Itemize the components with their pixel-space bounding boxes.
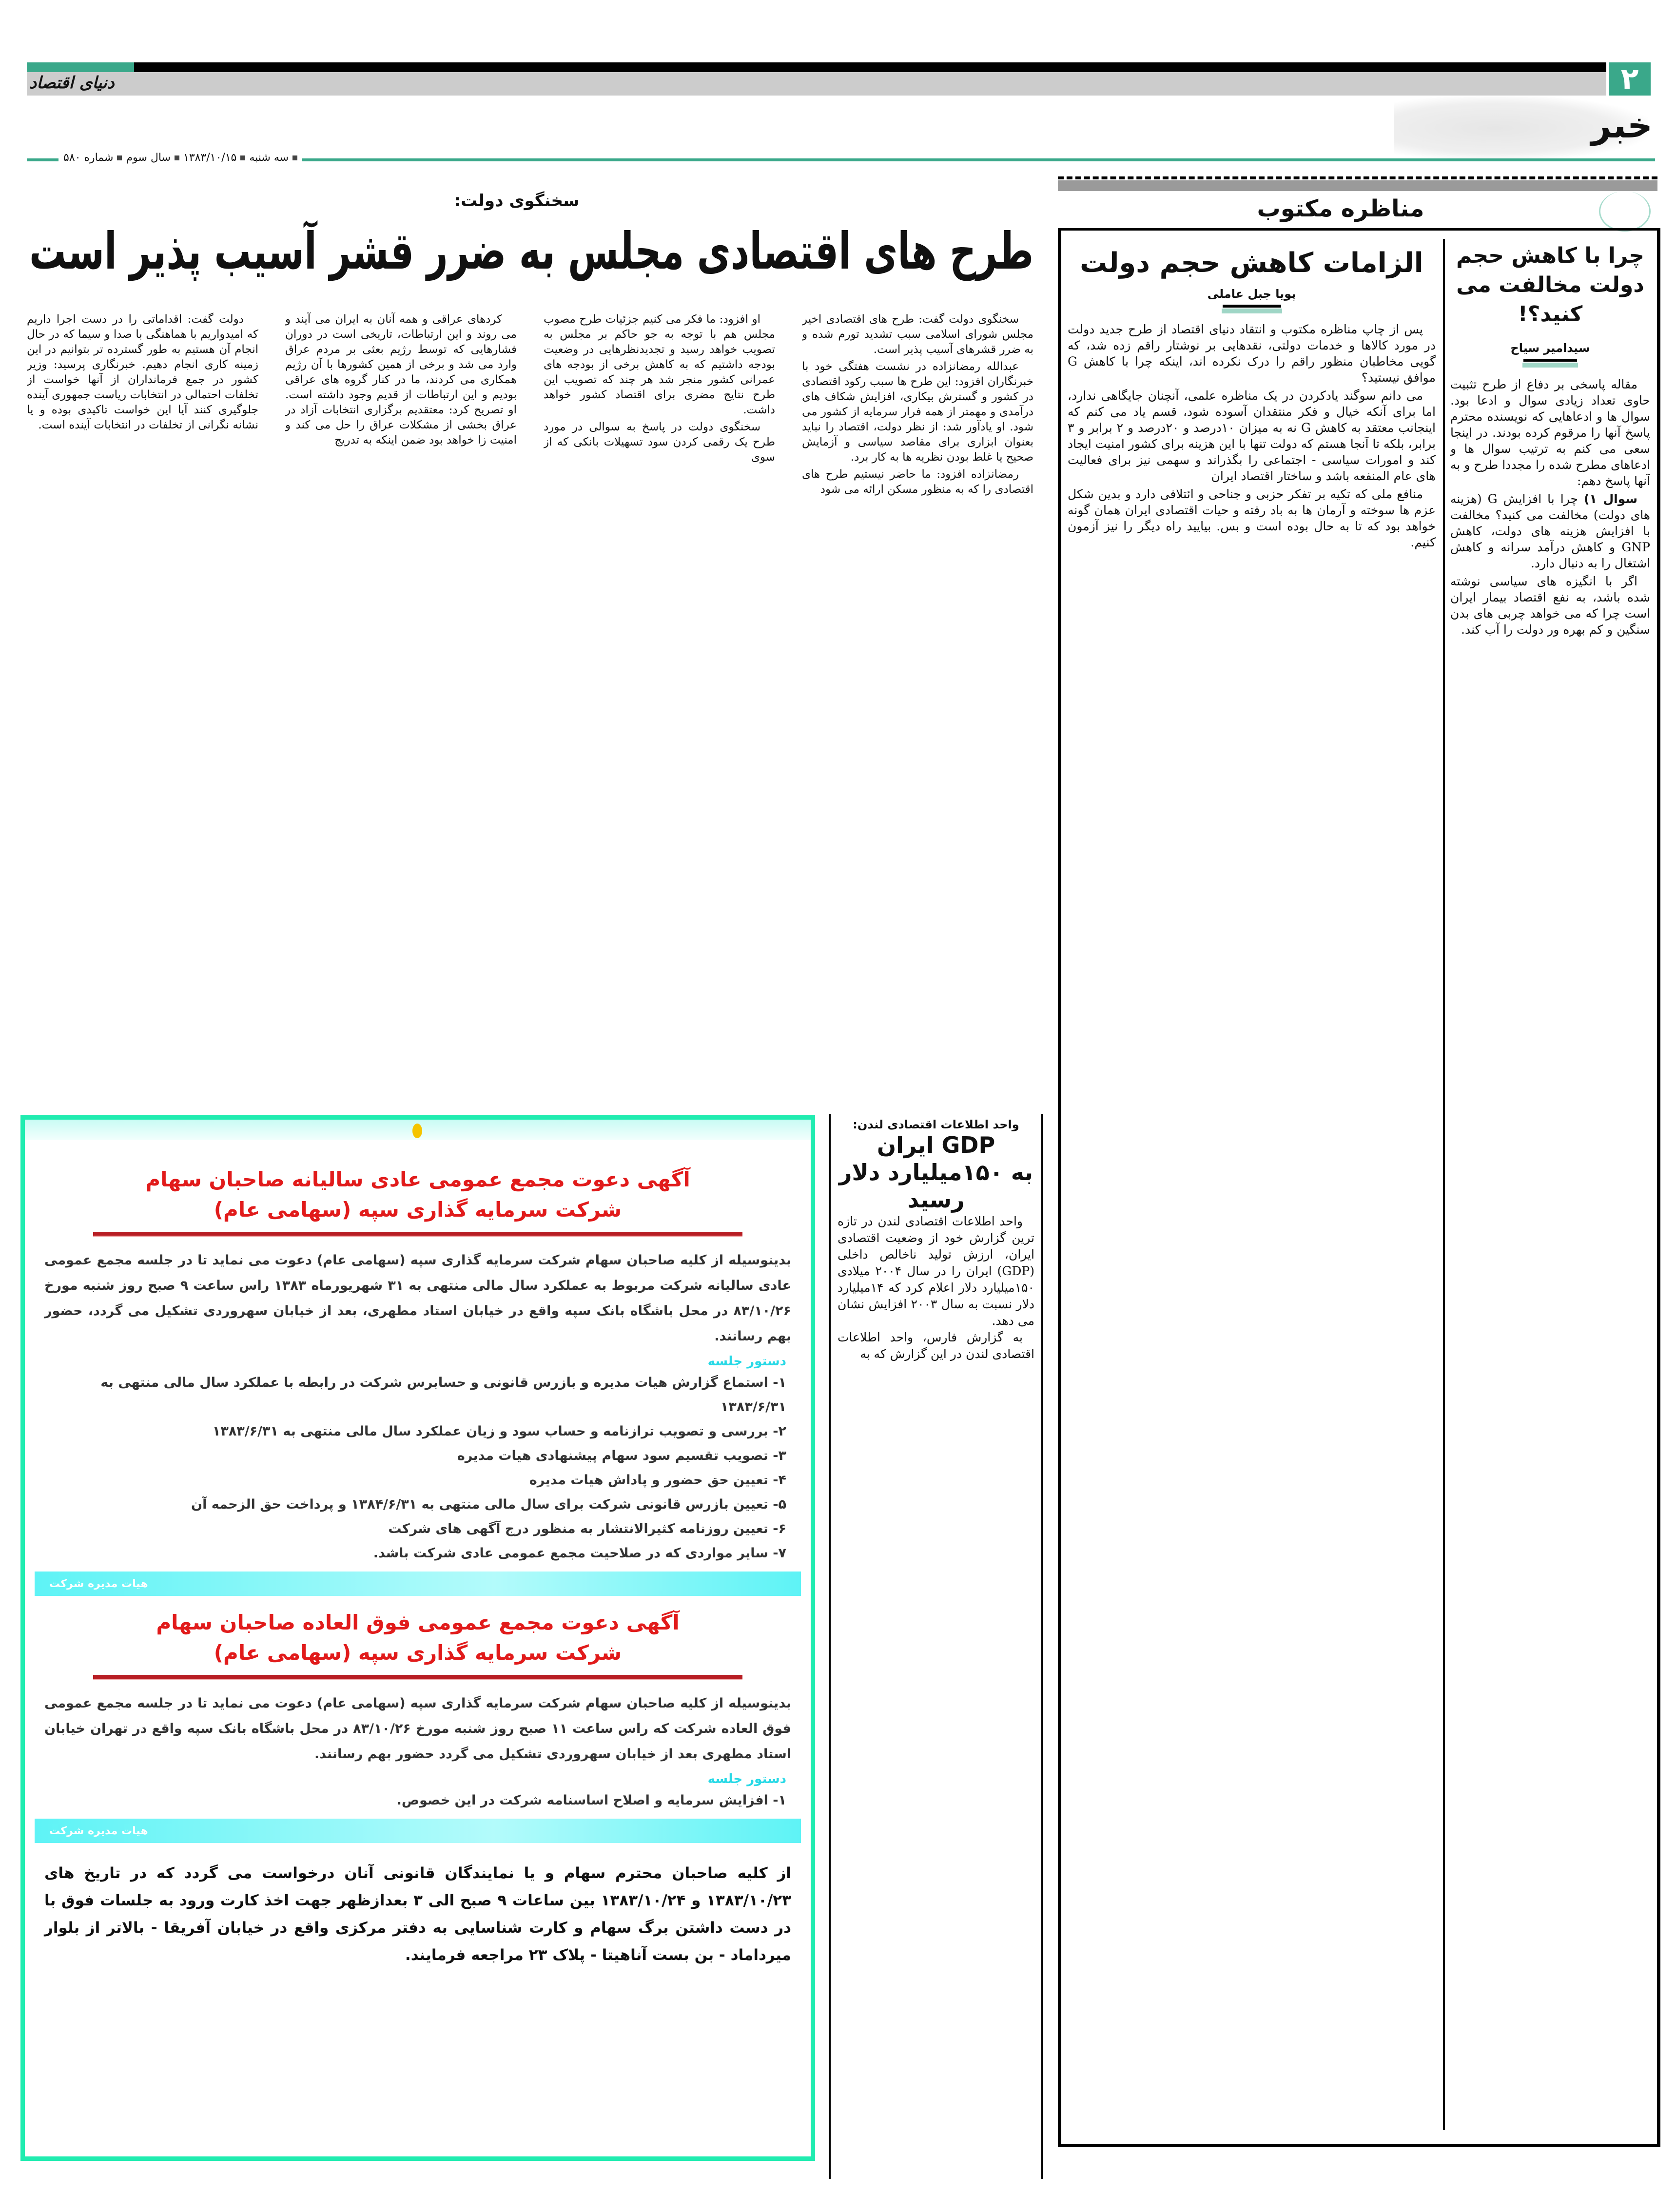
notice1-agenda [49, 1371, 786, 1566]
article-paragraph: سخنگوی دولت گفت: طرح های اقتصادی اخیر مجلس شورای اسلامی سبب تشدید تورم شده و به ضرر قشرهای آسیب پذیر است. [802, 313, 1033, 356]
article-column-4 [27, 312, 258, 1094]
article-paragraph: منافع ملی که تکیه بر تفکر حزبی و جناحی و ائتلافی دارد و بدین شکل عزم ها سوخته و آرمان ها به باد رفته و حیات اقتصادی ایران همان گونه خواهد بود که تا به حال بوده است و بس. بیایید راه دیگر را نیز آزمون کنیم. [1068, 487, 1436, 549]
notice1-agenda-label: دستور جلسه [707, 1354, 786, 1369]
article-column-2 [544, 312, 775, 1094]
ad-content [25, 1120, 811, 2156]
article-paragraph: او افزود: ما فکر می کنیم جزئیات طرح مصوب مجلس هم با توجه به جو حاکم بر مجلس به تصویب خواهد رسید و تجدیدنظرهایی در وضعیت بودجه داشتیم که به کاهش برخی از بودجه های عمرانی کشور منجر شد هر چند که تصویب این طرح نتایج مضری برای اقتصاد کشور خواهد داشت. [544, 313, 775, 416]
notice2-title: آگهی دعوت مجمع عمومی فوق العاده صاحبان سهام [156, 1610, 680, 1634]
dateline-date: ۱۳۸۳/۱۰/۱۵ [183, 152, 237, 164]
article-kicker: سخنگوی دولت: [454, 191, 580, 211]
agenda-item: ۱- افزایش سرمایه و اصلاح اساسنامه شرکت در این خصوص. [396, 1793, 786, 1808]
globe-icon [1599, 191, 1651, 232]
question-label: سوال ۱) [1584, 492, 1638, 506]
article-paragraph: کردهای عراقی و همه آنان به ایران می آیند و می روند و این ارتباطات، تاریخی است در دوران فشارهایی که توسط رژیم بعثی بر مردم عراق وارد می شد و برخی از همین کشورها با آن رژیم همکاری می کردند، ما در کنار گروه های عراقی بودیم و این ارتباطات از قدیم وجود داشته است. او تصریح کرد: معتقدیم برگزاری انتخابات آزاد در عراق بخشی از مشکلات عراق را حل می کند و امنیت زا خواهد بود ضمن اینکه به تدریج [285, 313, 517, 446]
notice1-signature: هیات مدیره شرکت [35, 1572, 801, 1596]
dateline-issue: شماره ۵۸۰ [63, 152, 114, 164]
dashed-divider [1058, 176, 1657, 179]
notice1-body: بدینوسیله از کلیه صاحبان سهام شرکت سرمایه گذاری سپه (سهامی عام) دعوت می نماید تا در جلسه مجمع عمومی عادی سالیانه شرکت مربوط به عملکرد سال مالی منتهی به ۳۱ شهریورماه ۱۳۸۳ راس ساعت ۹ صبح روز شنبه مورخ ۸۳/۱۰/۲۶ در محل باشگاه بانک سپه واقع در خیابان استاد مطهری، بعد از خیابان سهروردی تشکیل می گردد، حضور بهم رسانند. [44, 1253, 791, 1344]
article-paragraph: واحد اطلاعات اقتصادی لندن در تازه ترین گزارش خود از وضعیت اقتصادی ایران، ارزش تولید ناخالص داخلی (GDP) ایران را در سال ۲۰۰۴ میلادی ۱۵۰میلیارد دلار اعلام کرد که ۱۴میلیارد دلار نسبت به سال ۲۰۰۳ افزایش نشان می دهد. [838, 1214, 1034, 1328]
article-paragraph: پس از چاپ مناظره مکتوب و انتقاد دنیای اقتصاد از طرح جدید دولت در مورد کالاها و خدمات دولتی، نقدهایی بر نوشتار راقم زده شد، که گویی مخاطبان منظور راقم را درک نکرده اند، اینکه چرا با کاهش G موافق نیستید؟ [1068, 322, 1436, 385]
debate-left-title: الزامات کاهش حجم دولت [1080, 247, 1423, 279]
byline-bar [1223, 305, 1281, 308]
section-title: خبر [1591, 105, 1653, 146]
debate-right-article [1450, 241, 1650, 2133]
notice2-agenda-label: دستور جلسه [707, 1772, 786, 1786]
gdp-title-line2: به ۱۵۰میلیارد دلار رسید [839, 1159, 1033, 1213]
ad-final-instructions: از کلیه صاحبان محترم سهام و یا نمایندگان قانونی آنان درخواست می گردد که در تاریخ های ۱۳۸۳/۱۰/۲۳ و ۱۳۸۳/۱۰/۲۴ بین ساعات ۹ صبح الی ۳ بعدازظهر جهت اخذ کارت ورود به جلسات فوق با در دست داشتن برگ سهام و کارت شناسایی به دفتر مرکزی واقع در خیابان آفریقا - بالاتر از بلوار میرداماد - بن بست آناهیتا - پلاک ۲۳ مراجعه فرمایند. [44, 1864, 792, 1964]
ad-top-strip [25, 1120, 811, 1140]
agenda-item: ۴- تعیین حق حضور و پاداش هیات مدیره [529, 1473, 786, 1488]
debate-right-title: چرا با کاهش حجم دولت مخالفت می کنید؟! [1456, 243, 1644, 327]
bullet-icon [175, 155, 179, 160]
bullet-icon [292, 155, 297, 160]
bullet-icon [240, 155, 245, 160]
agenda-item: ۵- تعیین بازرس قانونی شرکت برای سال مالی منتهی به ۱۳۸۴/۶/۳۱ و پرداخت حق الزحمه آن [191, 1497, 786, 1512]
agenda-item: ۶- تعیین روزنامه کثیرالانتشار به منظور درج آگهی های شرکت [388, 1521, 786, 1536]
bullet-icon [117, 155, 122, 160]
debate-section-title: مناظره مکتوب [1257, 195, 1424, 222]
article-paragraph [1450, 491, 1650, 571]
gdp-title-line1: GDP ایران [877, 1132, 995, 1158]
notice1-title: آگهی دعوت مجمع عمومی عادی سالیانه صاحبان سهام [145, 1167, 690, 1191]
article-column-1 [802, 312, 1033, 1094]
header-accent-block [27, 62, 134, 72]
article-paragraph: عبدالله رمضانزاده در نشست هفتگی خود با خبرنگاران افزود: این طرح ها سبب رکود اقتصادی در کشور و گسترش بیکاری، افزایش شکاف های درآمدی و مهمتر از همه فرار سرمایه از کشور می شود. او یادآور شد: از نظر دولت، اقتصاد را نباید بعنوان ابزاری برای مقاصد سیاسی و آزمایش صحیح یا غلط بودن نظریه ها به کار برد. [802, 360, 1033, 464]
notice1-company: شرکت سرمایه گذاری سپه (سهامی عام) [214, 1198, 622, 1222]
article-paragraph: می دانم سوگند یادکردن در یک مناظره علمی، آنچنان جایگاهی ندارد، اما برای آنکه خیال و فکر منتقدان آسوده شود، قسم یاد می کنم که اینجانب معتقد به کاهش G نه به میزان ۱۰درصد و ۲۰درصد و ۲ برابر و ۳ برابر، بلکه تا آنجا هستم که دولت تنها با این هزینه برای کشور امنیت ایجاد کند و امورات سیاسی - اجتماعی را بگذراند و سهمی نیز برای فعالیت های عام المنفعه باشد و ساختار اقتصاد ایران [1068, 388, 1436, 483]
newspaper-logo: دنیای اقتصاد [29, 73, 115, 93]
ad-red-rule [93, 1232, 742, 1237]
header-gray-band [27, 72, 1606, 96]
notice2-signature: هیات مدیره شرکت [35, 1819, 801, 1843]
agenda-item: ۲- بررسی و تصویب ترازنامه و حساب سود و زیان عملکرد سال مالی منتهی به ۱۳۸۳/۶/۳۱ [212, 1424, 786, 1439]
notice2-agenda [49, 1788, 786, 1813]
byline-bar [1523, 359, 1577, 362]
ornament-icon [412, 1124, 422, 1138]
article-paragraph: مقاله پاسخی بر دفاع از طرح تثبیت حاوی تعداد زیادی سوال و ادعا بود. سوال ها و ادعاهایی که نویسنده محترم پاسخ آنها را مرقوم کرده بودند. در اینجا سعی می کنم به ترتیب سوال ها و ادعاهای مطرح شده را مجددا طرح و به آنها پاسخ دهم: [1450, 377, 1650, 488]
dateline-day: سه شنبه [249, 152, 289, 164]
agenda-item: ۱- استماع گزارش هیات مدیره و بازرس قانونی و حسابرس شرکت در رابطه با عملکرد سال مالی منتهی به ۱۳۸۳/۶/۳۱ [100, 1375, 786, 1415]
debate-left-author: پویا جبل عاملی [1207, 287, 1296, 301]
article-paragraph: به گزارش فارس، واحد اطلاعات اقتصادی لندن در این گزارش که به [838, 1330, 1034, 1361]
debate-left-article [1068, 241, 1436, 2133]
gdp-article [829, 1114, 1043, 2179]
debate-gray-bar [1058, 180, 1657, 191]
article-column-3 [285, 312, 517, 1094]
page-number: ۲ [1609, 62, 1651, 96]
debate-left-body [1068, 321, 1436, 552]
notice2-company: شرکت سرمایه گذاری سپه (سهامی عام) [214, 1641, 622, 1665]
dateline-year: سال سوم [126, 152, 171, 164]
dateline [58, 152, 302, 164]
article-headline: طرح های اقتصادی مجلس به ضرر قشر آسیب پذیر است [29, 221, 1034, 281]
paragraph-text: چرا با افزایش G (هزینه های دولت) مخالفت می کنید؟ مخالفت با افزایش هزینه های دولت، کاهش GNP و کاهش درآمد سرانه و کاهش اشتغال را به دنبال دارد. [1450, 492, 1650, 570]
ad-red-rule [93, 1675, 742, 1680]
agenda-item: ۷- سایر مواردی که در صلاحیت مجمع عمومی عادی شرکت باشد. [373, 1546, 786, 1561]
gdp-kicker: واحد اطلاعات اقتصادی لندن: [853, 1118, 1019, 1131]
article-paragraph: سخنگوی دولت در پاسخ به سوالی در مورد طرح یک رقمی کردن سود تسهیلات بانکی که از سوی [544, 421, 775, 464]
agenda-item: ۳- تصویب تقسیم سود سهام پیشنهادی هیات مدیره [457, 1448, 786, 1463]
header-black-bar [27, 62, 1606, 72]
column-divider [1443, 239, 1445, 2130]
headline-container [29, 219, 1033, 288]
article-paragraph: رمضانزاده افزود: ما حاضر نیستیم طرح های اقتصادی را که به منظور مسکن ارائه می شود [802, 468, 1033, 496]
shareholder-meeting-ad [20, 1115, 815, 2161]
debate-right-author: سیدامیر سیاح [1510, 341, 1590, 355]
article-paragraph: اگر با انگیزه های سیاسی نوشته شده باشد، به نفع اقتصاد بیمار ایران است چرا که می خواهد چربی های بدن سنگین و کم بهره ور دولت را آب کند. [1450, 574, 1650, 637]
debate-right-body [1450, 376, 1650, 640]
notice2-body: بدینوسیله از کلیه صاحبان سهام شرکت سرمایه گذاری سپه (سهامی عام) دعوت می نماید تا در جلسه مجمع عمومی فوق العاده شرکت که راس ساعت ۱۱ صبح روز شنبه مورخ ۸۳/۱۰/۲۶ در محل باشگاه بانک سپه واقع در تهران خیابان استاد مطهری بعد از خیابان سهروردی تشکیل می گردد حضور بهم رسانند. [44, 1696, 791, 1762]
article-paragraph: دولت گفت: اقداماتی را در دست اجرا داریم که امیدواریم با هماهنگی با صدا و سیما که در حال انجام آن هستیم به طور گسترده تر بتوانیم در این زمینه کاری انجام دهیم. خبرنگاری پرسید: وزیر کشور در جمع فرمانداران از آنها خواست از تخلفات احتمالی در انتخابات ریاست جمهوری آینده جلوگیری کنند آیا این خواست تاکیدی بوده و یا نشانه نگرانی از تخلفات در انتخابات آینده است. [27, 313, 258, 431]
